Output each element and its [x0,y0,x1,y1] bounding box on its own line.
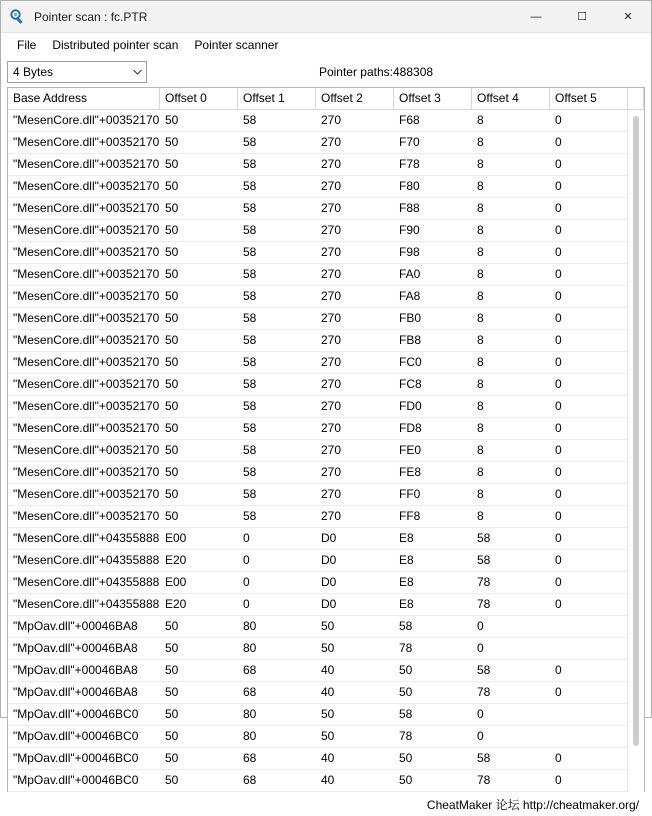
cell-offset-0: 50 [165,685,179,699]
cell-offset-4: 8 [477,245,484,259]
cell-offset-4: 78 [477,575,491,589]
cell-offset-3: E8 [399,553,414,567]
cell-offset-1: 58 [243,509,257,523]
menu-bar [1,33,651,57]
cell-offset-5: 0 [555,597,562,611]
cell-offset-2: 270 [321,179,342,193]
cell-offset-5: 0 [555,465,562,479]
cell-offset-1: 58 [243,355,257,369]
table-row[interactable] [8,330,644,352]
cell-offset-4: 8 [477,443,484,457]
cell-offset-3: FA0 [399,267,421,281]
cell-offset-5: 0 [555,575,562,589]
cell-offset-2: 50 [321,619,335,633]
cell-offset-3: F78 [399,157,420,171]
pointer-paths-count: Pointer paths:488308 [318,65,434,79]
cell-offset-4: 58 [477,663,491,677]
cell-offset-4: 0 [477,707,484,721]
cell-offset-0: 50 [165,729,179,743]
cell-offset-5: 0 [555,773,562,787]
menu-distributed-pointer-scan[interactable]: Distributed pointer scan [52,38,179,52]
cell-offset-4: 8 [477,201,484,215]
cell-offset-0: 50 [165,509,179,523]
menu-file[interactable]: File [17,38,37,52]
column-header-filler [628,88,644,109]
cell-offset-0: 50 [165,113,179,127]
cell-offset-1: 68 [243,685,257,699]
cell-base-address: "MpOav.dll"+00046BA8 [13,641,138,655]
cell-base-address: "MpOav.dll"+00046BC0 [13,729,139,743]
title-bar [1,1,651,33]
cell-offset-0: 50 [165,333,179,347]
cell-offset-2: 270 [321,443,342,457]
cell-offset-5 [550,638,628,659]
cell-base-address: "MesenCore.dll"+00352170 [13,421,160,435]
cell-offset-3: 50 [399,663,413,677]
cell-offset-3: 78 [399,729,413,743]
cell-offset-5: 0 [555,355,562,369]
cell-base-address: "MesenCore.dll"+00352170 [13,135,160,149]
table-row[interactable] [8,682,644,704]
cell-base-address: "MesenCore.dll"+00352170 [13,487,160,501]
cell-offset-3: FF0 [399,487,421,501]
cell-offset-2: 40 [321,773,335,787]
cell-base-address: "MesenCore.dll"+00352170 [13,509,160,523]
cell-base-address: "MesenCore.dll"+00352170 [13,377,160,391]
cell-offset-1: 58 [243,135,257,149]
cell-base-address: "MpOav.dll"+00046BA8 [13,663,138,677]
cell-offset-5: 0 [555,179,562,193]
status-bar [1,792,651,816]
cell-offset-2: 270 [321,311,342,325]
cell-offset-2: 40 [321,663,335,677]
table-row[interactable] [8,726,644,748]
cell-offset-1: 58 [243,223,257,237]
cell-offset-0: 50 [165,399,179,413]
cell-offset-3: F68 [399,113,420,127]
cell-offset-4: 58 [477,531,491,545]
cell-offset-3: FE0 [399,443,422,457]
cell-offset-1: 58 [243,465,257,479]
cell-offset-3: FB0 [399,311,422,325]
table-row[interactable] [8,374,644,396]
cell-offset-5 [550,704,628,725]
cell-base-address: "MpOav.dll"+00046BC0 [13,751,139,765]
cell-offset-3: FA8 [399,289,421,303]
cell-offset-3: FC8 [399,377,422,391]
cell-offset-1: 0 [243,597,250,611]
cell-base-address: "MesenCore.dll"+00352170 [13,289,160,303]
cell-offset-1: 80 [243,729,257,743]
cell-offset-2: 270 [321,465,342,479]
cell-offset-5 [550,616,628,637]
cell-offset-3: 50 [399,751,413,765]
pointer-results-grid [7,87,645,792]
cell-offset-4: 8 [477,135,484,149]
cell-offset-4: 0 [477,619,484,633]
window-title: Pointer scan : fc.PTR [34,9,148,24]
cell-offset-1: 58 [243,157,257,171]
cell-offset-2: 270 [321,113,342,127]
table-row[interactable] [8,704,644,726]
table-row[interactable] [8,770,644,792]
cell-offset-4: 8 [477,289,484,303]
cell-offset-5: 0 [555,311,562,325]
column-header-offset-3[interactable]: Offset 3 [394,88,472,109]
cell-base-address: "MesenCore.dll"+00352170 [13,113,160,127]
cell-offset-2: 50 [321,707,335,721]
cell-offset-0: 50 [165,707,179,721]
cell-offset-5: 0 [555,267,562,281]
cell-offset-4: 78 [477,773,491,787]
cell-offset-0: 50 [165,157,179,171]
cell-offset-0: 50 [165,619,179,633]
cell-offset-4: 0 [477,641,484,655]
cell-offset-0: 50 [165,311,179,325]
cell-offset-4: 8 [477,421,484,435]
table-row[interactable] [8,176,644,198]
table-row[interactable] [8,308,644,330]
cell-offset-5: 0 [555,135,562,149]
table-row[interactable] [8,264,644,286]
cell-offset-4: 78 [477,685,491,699]
cell-offset-1: 58 [243,311,257,325]
cell-offset-0: 50 [165,443,179,457]
table-row[interactable] [8,440,644,462]
cell-offset-5: 0 [555,487,562,501]
column-header-offset-5[interactable]: Offset 5 [550,88,628,109]
table-row[interactable] [8,638,644,660]
cell-base-address: "MpOav.dll"+00046BA8 [13,685,138,699]
cell-offset-4: 8 [477,113,484,127]
cell-offset-4: 0 [477,729,484,743]
cell-base-address: "MesenCore.dll"+04355888 [13,575,160,589]
cell-offset-3: FF8 [399,509,421,523]
grid-body[interactable] [8,110,644,792]
table-row[interactable] [8,154,644,176]
cell-offset-0: 50 [165,223,179,237]
cell-offset-2: D0 [321,553,337,567]
cell-offset-0: 50 [165,201,179,215]
cell-offset-1: 80 [243,641,257,655]
column-header-offset-2[interactable]: Offset 2 [316,88,394,109]
cell-offset-2: 50 [321,641,335,655]
cell-offset-0: 50 [165,135,179,149]
cell-base-address: "MpOav.dll"+00046BA8 [13,619,138,633]
vertical-scrollbar[interactable] [627,110,644,792]
cell-offset-0: 50 [165,773,179,787]
cell-base-address: "MesenCore.dll"+00352170 [13,443,160,457]
table-row[interactable] [8,528,644,550]
cell-offset-1: 58 [243,267,257,281]
cell-base-address: "MesenCore.dll"+04355888 [13,597,160,611]
cell-offset-5: 0 [555,333,562,347]
cell-offset-1: 58 [243,289,257,303]
cell-offset-2: 270 [321,223,342,237]
table-row[interactable] [8,198,644,220]
cell-offset-5: 0 [555,685,562,699]
table-row[interactable] [8,352,644,374]
cell-offset-3: F98 [399,245,420,259]
cheat-engine-icon [10,9,26,25]
cell-offset-2: 270 [321,421,342,435]
column-header-base-address[interactable]: Base Address [8,88,160,109]
cell-base-address: "MesenCore.dll"+00352170 [13,245,160,259]
cell-offset-3: FD0 [399,399,422,413]
cell-offset-5: 0 [555,399,562,413]
column-header-offset-1[interactable]: Offset 1 [238,88,316,109]
cell-offset-0: 50 [165,421,179,435]
table-row[interactable] [8,242,644,264]
cell-offset-2: 270 [321,289,342,303]
table-row[interactable] [8,660,644,682]
cell-offset-0: 50 [165,663,179,677]
cell-offset-2: 270 [321,267,342,281]
cell-offset-4: 8 [477,223,484,237]
cell-base-address: "MesenCore.dll"+00352170 [13,267,160,281]
cell-offset-0: 50 [165,289,179,303]
cell-offset-2: 270 [321,355,342,369]
cell-offset-4: 8 [477,399,484,413]
cell-offset-5: 0 [555,223,562,237]
column-header-offset-4[interactable]: Offset 4 [472,88,550,109]
cell-offset-5: 0 [555,201,562,215]
cell-offset-5: 0 [555,289,562,303]
toolbar [1,57,651,87]
cell-offset-4: 8 [477,377,484,391]
value-type-combo[interactable] [7,61,147,83]
cell-offset-2: 50 [321,729,335,743]
cell-offset-3: E8 [399,531,414,545]
cell-base-address: "MesenCore.dll"+04355888 [13,553,160,567]
column-header-offset-0[interactable]: Offset 0 [160,88,238,109]
cell-offset-5: 0 [555,443,562,457]
cell-offset-4: 8 [477,311,484,325]
table-row[interactable] [8,616,644,638]
cell-offset-1: 0 [243,531,250,545]
cell-offset-3: FC0 [399,355,422,369]
cell-offset-3: 58 [399,619,413,633]
cell-offset-1: 58 [243,399,257,413]
cell-offset-1: 58 [243,333,257,347]
cell-offset-0: E20 [165,553,187,567]
cell-base-address: "MesenCore.dll"+00352170 [13,333,160,347]
cell-base-address: "MesenCore.dll"+00352170 [13,399,160,413]
cell-offset-4: 8 [477,333,484,347]
cell-offset-1: 80 [243,707,257,721]
cell-offset-0: 50 [165,751,179,765]
chevron-down-icon[interactable] [129,62,146,82]
cell-offset-1: 68 [243,663,257,677]
cell-offset-5: 0 [555,751,562,765]
cell-offset-5 [550,726,628,747]
cell-base-address: "MpOav.dll"+00046BC0 [13,707,139,721]
cell-offset-2: D0 [321,597,337,611]
cell-base-address: "MesenCore.dll"+00352170 [13,201,160,215]
table-row[interactable] [8,110,644,132]
cell-offset-2: 270 [321,377,342,391]
cell-offset-3: E8 [399,575,414,589]
cell-offset-4: 8 [477,487,484,501]
cell-offset-3: 78 [399,641,413,655]
watermark-text: CheatMaker 论坛 http://cheatmaker.org/ [426,797,639,812]
cell-offset-1: 58 [243,113,257,127]
cell-offset-5: 0 [555,421,562,435]
cell-base-address: "MesenCore.dll"+04355888 [13,531,160,545]
cell-offset-1: 58 [243,245,257,259]
table-row[interactable] [8,462,644,484]
cell-offset-4: 8 [477,355,484,369]
cell-offset-2: 270 [321,157,342,171]
cell-offset-5: 0 [555,663,562,677]
cell-offset-0: E20 [165,597,187,611]
cell-offset-3: 58 [399,707,413,721]
cell-offset-2: 270 [321,201,342,215]
cell-offset-2: 40 [321,751,335,765]
cell-base-address: "MesenCore.dll"+00352170 [13,179,160,193]
cell-offset-3: FB8 [399,333,422,347]
cell-base-address: "MesenCore.dll"+00352170 [13,355,160,369]
cell-offset-1: 58 [243,179,257,193]
cell-offset-5: 0 [555,377,562,391]
cell-offset-3: F70 [399,135,420,149]
cell-offset-4: 58 [477,751,491,765]
cell-offset-3: F88 [399,201,420,215]
cell-offset-1: 58 [243,201,257,215]
cell-offset-2: 270 [321,245,342,259]
window-controls [513,1,651,32]
cell-offset-4: 8 [477,179,484,193]
cell-offset-0: 50 [165,179,179,193]
cell-offset-0: 50 [165,267,179,281]
table-row[interactable] [8,748,644,770]
cell-offset-1: 58 [243,377,257,391]
cell-offset-4: 8 [477,267,484,281]
cell-offset-0: E00 [165,575,187,589]
cell-offset-3: FD8 [399,421,422,435]
cell-offset-1: 0 [243,575,250,589]
cell-offset-2: 270 [321,487,342,501]
table-row[interactable] [8,484,644,506]
cell-offset-5: 0 [555,531,562,545]
cell-offset-1: 68 [243,751,257,765]
cell-offset-4: 78 [477,597,491,611]
cell-offset-0: 50 [165,465,179,479]
cell-offset-4: 8 [477,509,484,523]
grid-header-row [8,88,644,110]
cell-offset-1: 58 [243,487,257,501]
cell-offset-1: 58 [243,443,257,457]
cell-base-address: "MesenCore.dll"+00352170 [13,311,160,325]
table-row[interactable] [8,506,644,528]
cell-base-address: "MesenCore.dll"+00352170 [13,223,160,237]
cell-offset-5: 0 [555,245,562,259]
cell-offset-2: 270 [321,135,342,149]
close-button[interactable]: ✕ [623,11,633,23]
cell-offset-5: 0 [555,157,562,171]
cell-offset-2: D0 [321,575,337,589]
cell-offset-5: 0 [555,553,562,567]
cell-offset-1: 0 [243,553,250,567]
cell-offset-4: 8 [477,157,484,171]
table-row[interactable] [8,286,644,308]
cell-offset-2: 270 [321,333,342,347]
minimize-button[interactable]: — [530,10,542,23]
cell-offset-3: 50 [399,685,413,699]
table-row[interactable] [8,550,644,572]
table-row[interactable] [8,418,644,440]
table-row[interactable] [8,572,644,594]
cell-offset-3: F90 [399,223,420,237]
cell-offset-4: 8 [477,465,484,479]
cell-offset-0: 50 [165,487,179,501]
cell-offset-0: 50 [165,377,179,391]
menu-pointer-scanner[interactable]: Pointer scanner [194,38,279,52]
cell-offset-0: 50 [165,641,179,655]
cell-offset-4: 58 [477,553,491,567]
cell-offset-2: 270 [321,509,342,523]
table-row[interactable] [8,594,644,616]
cell-offset-2: 270 [321,399,342,413]
cell-offset-1: 68 [243,773,257,787]
cell-base-address: "MpOav.dll"+00046BC0 [13,773,139,787]
cell-offset-2: 40 [321,685,335,699]
cell-offset-3: FE8 [399,465,422,479]
cell-base-address: "MesenCore.dll"+00352170 [13,157,160,171]
cell-offset-3: E8 [399,597,414,611]
cell-offset-0: E00 [165,531,187,545]
table-row[interactable] [8,132,644,154]
cell-offset-5: 0 [555,509,562,523]
table-row[interactable] [8,396,644,418]
cell-offset-5: 0 [555,113,562,127]
table-row[interactable] [8,220,644,242]
cell-offset-0: 50 [165,355,179,369]
maximize-button[interactable]: ☐ [577,11,587,23]
cell-offset-3: 50 [399,773,413,787]
cell-offset-2: D0 [321,531,337,545]
cell-offset-0: 50 [165,245,179,259]
value-type-value: 4 Bytes [13,65,54,79]
cell-offset-1: 58 [243,421,257,435]
cell-offset-1: 80 [243,619,257,633]
cell-base-address: "MesenCore.dll"+00352170 [13,465,160,479]
cell-offset-3: F80 [399,179,420,193]
vertical-scrollbar-thumb[interactable] [633,116,639,746]
